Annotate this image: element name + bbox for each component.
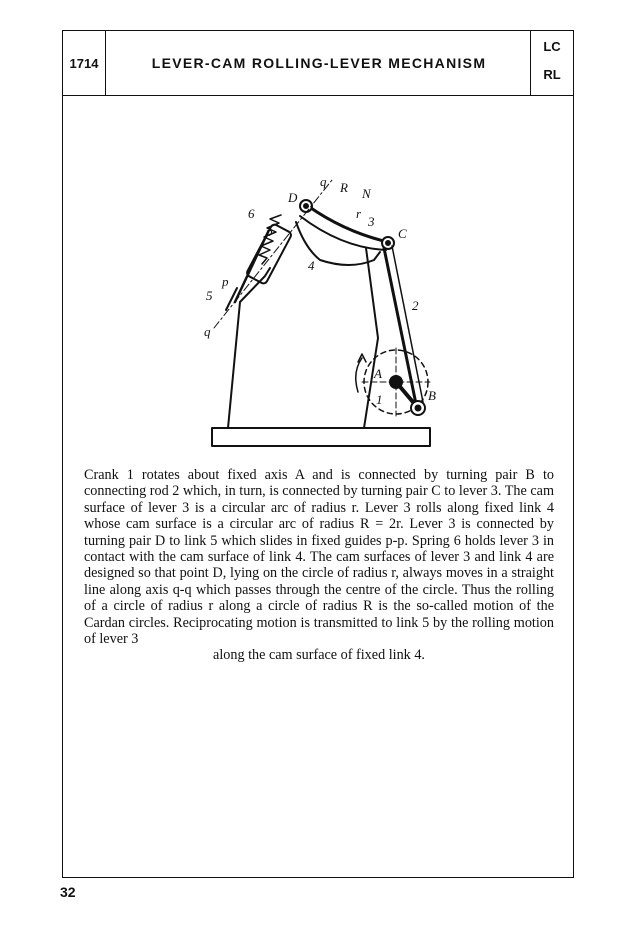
label-1: 1 [376, 392, 383, 407]
label-C: C [398, 226, 407, 241]
label-6: 6 [248, 206, 255, 221]
label-A: A [374, 366, 382, 381]
label-r: r [356, 206, 362, 221]
caption-last-line: along the cam surface of fixed link 4. [213, 647, 425, 664]
pivot-a [390, 376, 402, 388]
lever-3 [308, 206, 388, 242]
label-q-bottom: q [204, 324, 211, 339]
label-B: B [428, 388, 436, 403]
page-number: 32 [60, 884, 76, 900]
label-N: N [362, 186, 371, 201]
label-5: 5 [206, 288, 213, 303]
figure-caption [84, 467, 554, 664]
mechanism-drawing [140, 140, 440, 455]
label-p-bottom: p [222, 274, 229, 289]
code-bottom: RL [543, 67, 561, 82]
code-top: LC [543, 39, 561, 54]
label-R: R [340, 180, 348, 195]
spring [259, 215, 281, 264]
label-D: D [288, 190, 298, 205]
classification-codes [530, 31, 573, 95]
label-q-top: q [320, 174, 327, 189]
label-4: 4 [308, 258, 315, 273]
header-bar [63, 31, 573, 96]
base-plate [212, 428, 430, 446]
caption-body: Crank 1 rotates about fixed axis A and is connected by turning pair B to connecting rod 2 which, in turn, is connected by turning pair C to lever 3. The cam surface of lever 3 is a circular arc of radius r. Lever 3 rolls along fixed link 4 whose cam surface is a circular arc of radius R = 2r. Lever 3 is connected by turning pair D to link 5 which slides in fixed guides p-p. Spring 6 holds lever 3 in contact with the cam surface of link 4. The cam surfaces of lever 3 and link 4 are designed so that point D, lying on the circle of radius r, always moves in a straight line along axis q-q which passes through the centre of the circle. Thus the rolling of a circle of radius r along a circle of radius R is the so-called motion of the Cardan circles. Reciprocating motion is transmitted to link 5 by the rolling motion of lever 3 [84, 467, 554, 648]
label-3: 3 [368, 214, 375, 229]
rotation-arrow [356, 358, 362, 392]
label-p-top: p [266, 224, 273, 239]
mechanism-title: LEVER-CAM ROLLING-LEVER MECHANISM [151, 55, 487, 71]
label-2: 2 [412, 298, 419, 313]
mechanism-number: 1714 [63, 31, 106, 95]
